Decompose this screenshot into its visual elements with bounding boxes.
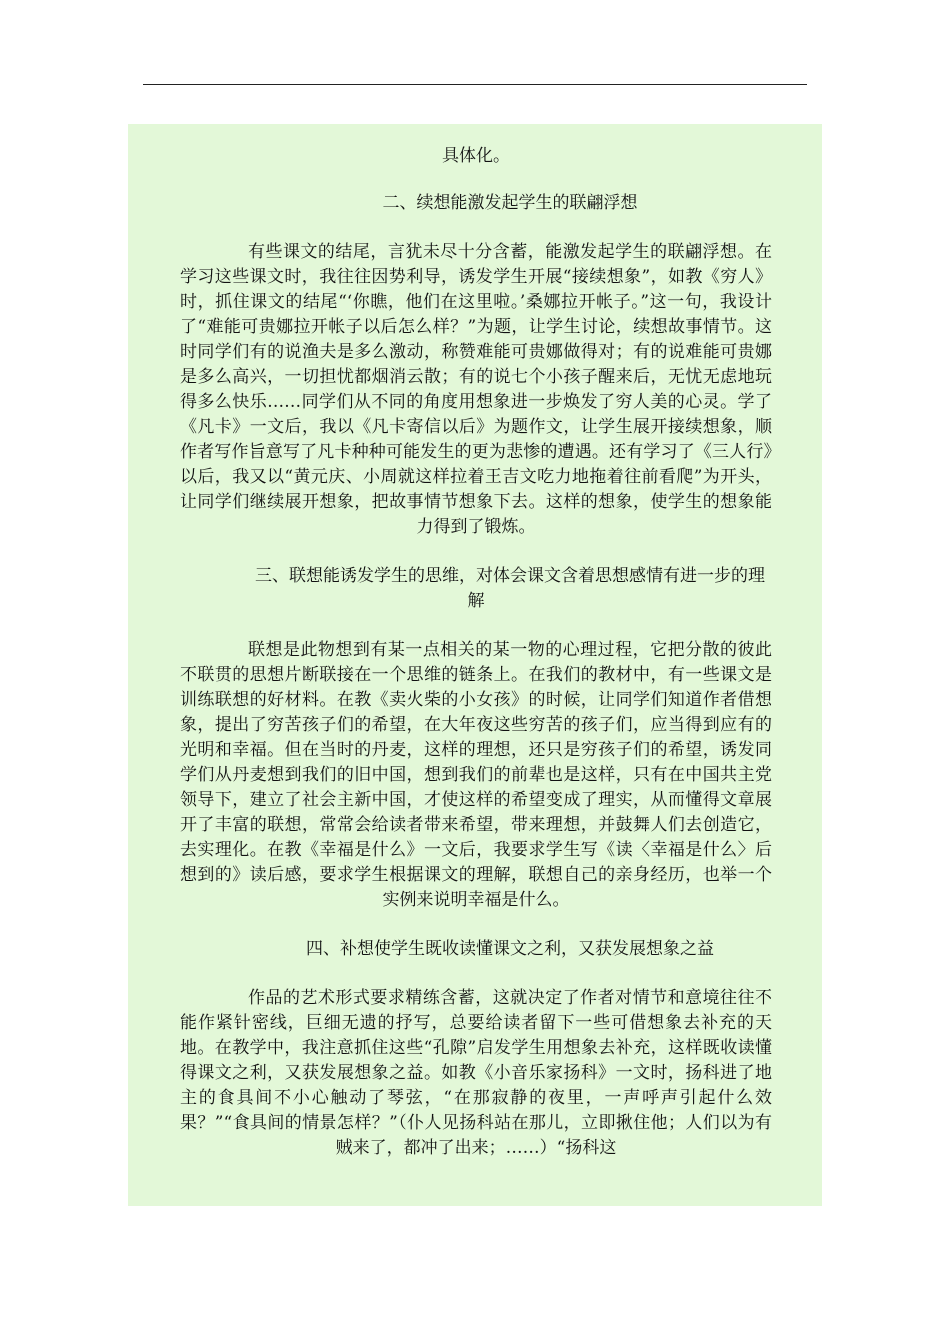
content-area (128, 124, 822, 1206)
section-heading-4: 四、补想使学生既收读懂课文之利，又获发展想象之益 (306, 939, 714, 959)
paragraph-2: 有些课文的结尾，言犹未尽十分含蓄，能激发起学生的联翩浮想。在学习这些课文时，我往往因势利导，诱发学生开展“接续想象”，如教《穷人》时，抓住课文的结尾“‘你瞧，他们在这里啦。’桑娜拉开帐子。”这一句，我设计了“难能可贵娜拉开帐子以后怎么样？”为题，让学生讨论，续想故事情节。这时同学们有的说渔夫是多么激动，称赞难能可贵娜做得对；有的说难能可贵娜是多么高兴，一切担忧都烟消云散；有的说七个小孩子醒来后，无忧无虑地玩得多么快乐……同学们从不同的角度用想象进一步焕发了穷人美的心灵。学了《凡卡》一文后，我以《凡卡寄信以后》为题作文，让学生展开接续想象，顺作者写作旨意写了凡卡种种可能发生的更为悲惨的遭遇。还有学习了《三人行》以后，我又以“黄元庆、小周就这样拉着王吉文吃力地拖着往前看爬”为开头，让同学们继续展开想象，把故事情节想象下去。这样的想象，使学生的想象能力得到了锻炼。 (180, 242, 772, 537)
paragraph-3: 联想是此物想到有某一点相关的某一物的心理过程，它把分散的彼此不联贯的思想片断联接在一个思维的链条上。在我们的教材中，有一些课文是训练联想的好材料。在教《卖火柴的小女孩》的时候，让同学们知道作者借想象，提出了穷苦孩子们的希望，在大年夜这些穷苦的孩子们，应当得到应有的光明和幸福。但在当时的丹麦，这样的理想，还只是穷孩子们的希望，诱发同学们从丹麦想到我们的旧中国，想到我们的前辈也是这样，只有在中国共主党领导下，建立了社会主新中国，才使这样的希望变成了理实，从而懂得文章展开了丰富的联想，常常会给读者带来希望，带来理想，并鼓舞人们去创造它，去实理化。在教《幸福是什么》一文后，我要求学生写《读〈幸福是什么〉后想到的》读后感，要求学生根据课文的理解，联想自己的亲身经历，也举一个实例来说明幸福是什么。 (180, 640, 772, 910)
paragraph-4: 作品的艺术形式要求精练含蓄，这就决定了作者对情节和意境往往不能作紧针密线，巨细无遗的抒写，总要给读者留下一些可借想象去补充的天地。在教学中，我注意抓住这些“孔隙”启发学生用想象去补充，这样既收读懂得课文之利，又获发展想象之益。如教《小音乐家扬科》一文时，扬科进了地主的食具间不小心触动了琴弦，“在那寂静的夜里，一声呼声引起什么效果？”“食具间的情景怎样？”（仆人见扬科站在那儿，立即揪住他；人们以为有贼来了，都冲了出来；……）“扬科这 (180, 988, 772, 1158)
section-heading-2: 二、续想能激发起学生的联翩浮想 (382, 193, 638, 213)
section-heading-3: 三、联想能诱发学生的思维，对体会课文含着思想感情有进一步的理解 (255, 566, 765, 611)
header-rule (143, 84, 807, 85)
document-body (180, 144, 772, 1161)
paragraph-fragment: 具体化。 (442, 146, 510, 166)
